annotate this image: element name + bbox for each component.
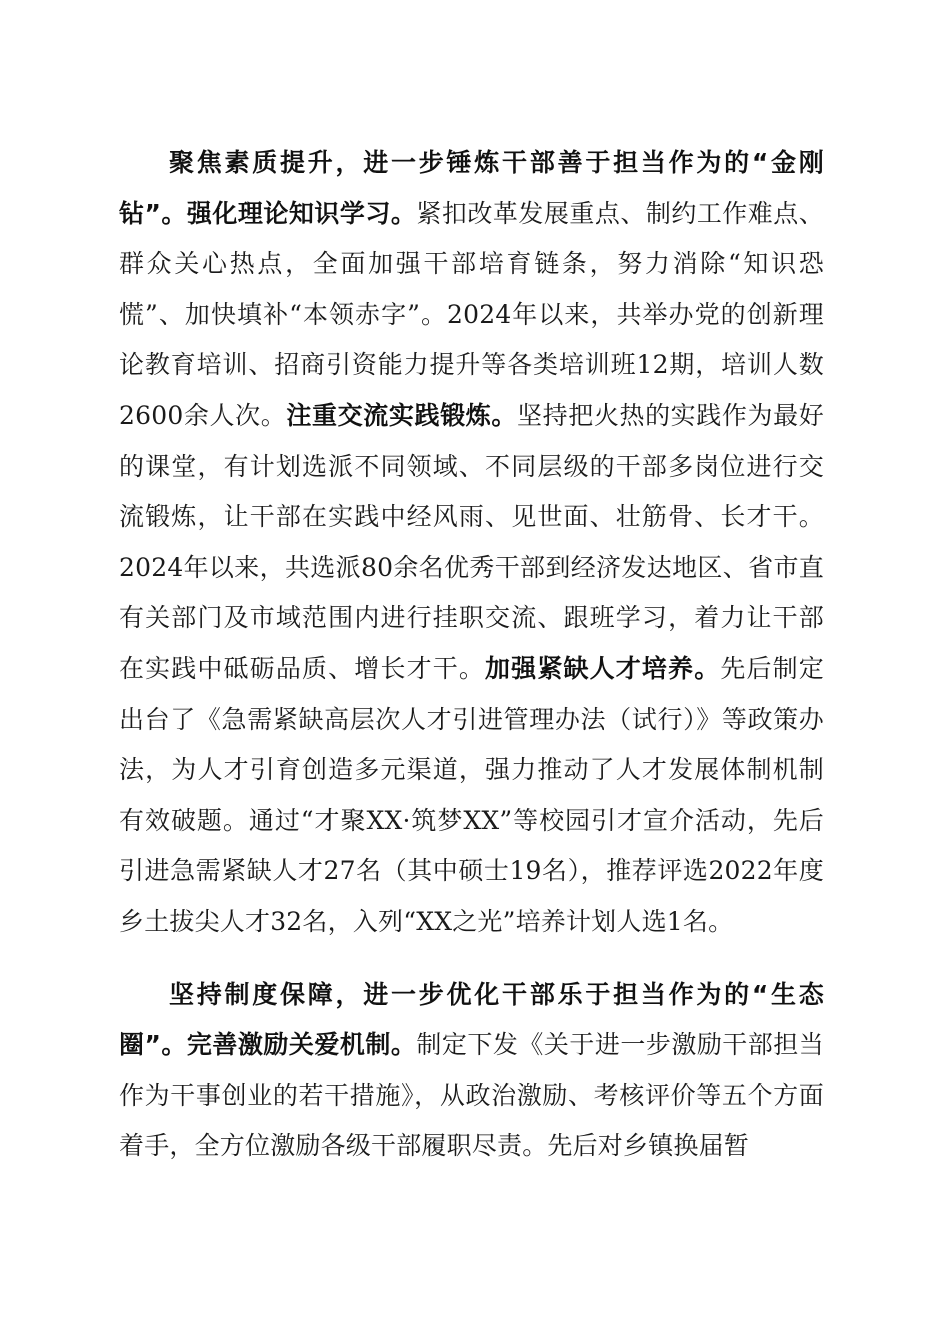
body-text-talent-cultivation: 先后制定出台了《急需紧缺高层次人才引进管理办法（试行）》等政策办法，为人才引育创造多元渠道，强力推动了人才发展体制机制有效破题。通过“才聚XX·筑梦XX”等校园引才宣介活动，先后引进急需紧缺人才27名（其中硕士19名），推荐评选2022年度乡土拔尖人才32名，入列“XX之光”培养计划人选1名。 — [119, 653, 824, 936]
paragraph-institutional-guarantee — [119, 970, 824, 1172]
heading-institutional-guarantee: 坚持制度保障，进一步优化干部乐于担当作为的“生态圈”。 — [119, 979, 824, 1060]
paragraph-talent-training — [119, 138, 824, 948]
subheading-practice-exchange: 注重交流实践锻炼。 — [286, 400, 517, 430]
heading-quality-improvement: 聚焦素质提升，进一步锤炼干部善于担当作为的“金刚钻”。 — [119, 148, 824, 228]
body-text-incentive-mechanism: 制定下发《关于进一步激励干部担当作为干事创业的若干措施》，从政治激励、考核评价等五个方面着手，全方位激励各级干部履职尽责。先后对乡镇换届暂 — [119, 1030, 824, 1161]
body-text-theory-study: 紧扣改革发展重点、制约工作难点、群众关心热点，全面加强干部培育链条，努力消除“知识恐慌”、加快填补“本领赤字”。2024年以来，共举办党的创新理论教育培训、招商引资能力提升等各类培训班12期，培训人数2600余人次。 — [119, 198, 824, 430]
subheading-theory-study: 强化理论知识学习。 — [186, 198, 417, 228]
subheading-incentive-mechanism: 完善激励关爱机制。 — [186, 1030, 417, 1060]
document-body — [119, 138, 824, 1172]
body-text-practice-exchange: 坚持把火热的实践作为最好的课堂，有计划选派不同领域、不同层级的干部多岗位进行交流锻炼，让干部在实践中经风雨、见世面、壮筋骨、长才干。2024年以来，共选派80余名优秀干部到经济发达地区、省市直有关部门及市域范围内进行挂职交流、跟班学习，着力让干部在实践中砥砺品质、增长才干。 — [119, 400, 824, 683]
subheading-talent-cultivation: 加强紧缺人才培养。 — [485, 653, 721, 683]
